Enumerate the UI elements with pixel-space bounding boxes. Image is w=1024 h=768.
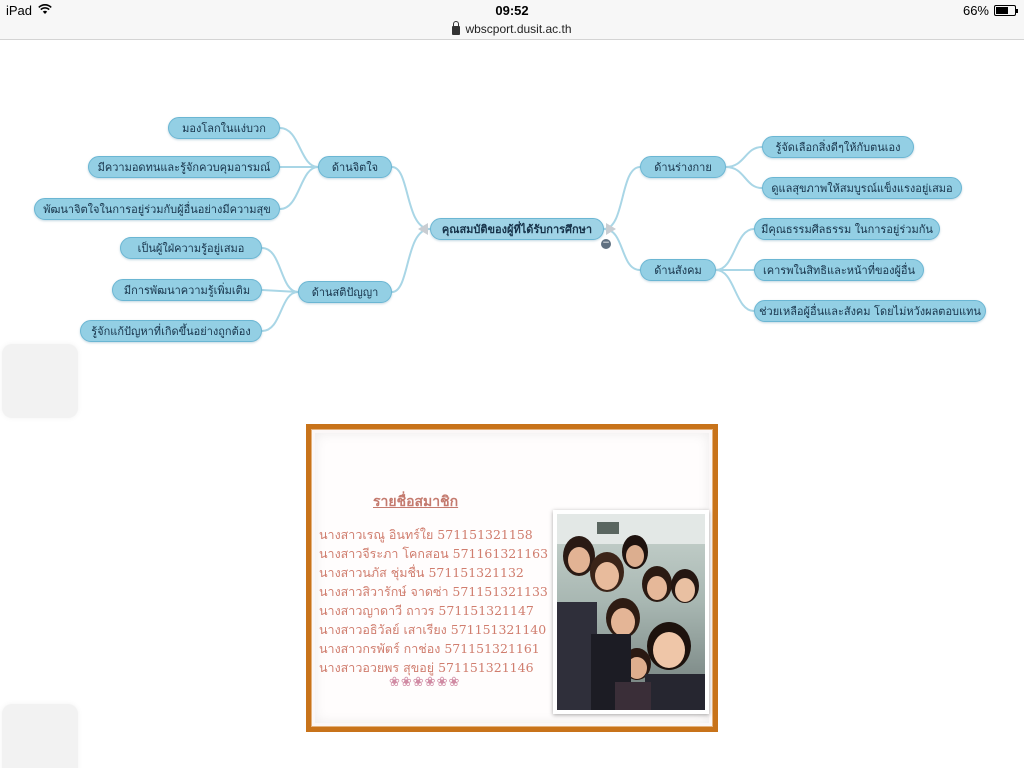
branch-body[interactable]: ด้านร่างกาย <box>640 156 726 178</box>
battery-percent: 66% <box>962 3 989 18</box>
side-thumbnail[interactable] <box>2 704 78 768</box>
leaf-node[interactable]: เป็นผู้ใฝ่ความรู้อยู่เสมอ <box>120 237 262 259</box>
branch-social[interactable]: ด้านสังคม <box>640 259 716 281</box>
mind-map <box>0 100 1024 370</box>
member-item: นางสาวเรณู อินทร์ใย 571151321158 <box>319 527 533 542</box>
leaf-node[interactable]: มองโลกในแง่บวก <box>168 117 280 139</box>
leaf-node[interactable]: มีการพัฒนาความรู้เพิ่มเติม <box>112 279 262 301</box>
leaf-node[interactable]: มีคุณธรรมศีลธรรม ในการอยู่ร่วมกัน <box>754 218 940 240</box>
battery-fill <box>996 7 1008 14</box>
status-right <box>963 3 1016 18</box>
device-name: iPad <box>6 3 33 18</box>
member-item: นางสาวญาดาวี ถาวร 571151321147 <box>319 603 534 618</box>
flower-decoration: ❀❀❀❀❀❀ <box>389 675 461 690</box>
leaf-node[interactable]: พัฒนาจิตใจในการอยู่ร่วมกับผู้อื่นอย่างมีความสุข <box>34 198 280 220</box>
member-item: นางสาวอธิวัลย์ เสาเรียง 571151321140 <box>319 622 547 637</box>
member-list-title: รายชื่อสมาชิก <box>373 494 459 510</box>
collapse-right-icon[interactable] <box>606 223 616 235</box>
leaf-node[interactable]: เคารพในสิทธิและหน้าที่ของผู้อื่น <box>754 259 924 281</box>
member-list <box>319 525 548 677</box>
mind-map-center-node[interactable]: คุณสมบัติของผู้ที่ได้รับการศึกษา <box>430 218 604 240</box>
member-item: นางสาวอวยพร สุขอยู่ 571151321146 <box>319 660 534 675</box>
leaf-node[interactable]: รู้จักแก้ปัญหาที่เกิดขึ้นอย่างถูกต้อง <box>80 320 262 342</box>
member-item: นางสาวจีระภา โคกสอน 571161321163 <box>319 546 549 561</box>
battery-icon <box>994 5 1016 16</box>
collapse-left-icon[interactable] <box>418 223 428 235</box>
minus-icon[interactable]: − <box>602 238 610 248</box>
leaf-node[interactable]: ดูแลสุขภาพให้สมบูรณ์แข็งแรงอยู่เสมอ <box>762 177 962 199</box>
address-bar[interactable] <box>0 18 1024 40</box>
branch-intellect[interactable]: ด้านสติปัญญา <box>298 281 392 303</box>
leaf-node[interactable]: ช่วยเหลือผู้อื่นและสังคม โดยไม่หวังผลตอบแทน <box>754 300 986 322</box>
url-text[interactable]: wbscport.dusit.ac.th <box>465 21 572 36</box>
member-item: นางสาวสิวารักษ์ จาดซ่า 571151321133 <box>319 584 548 599</box>
clock: 09:52 <box>495 3 529 18</box>
leaf-node[interactable]: รู้จัดเลือกสิ่งดีๆให้กับตนเอง <box>762 136 914 158</box>
member-item: นางสาวนภัส ชุ่มชื่น 571151321132 <box>319 565 524 580</box>
group-photo-image <box>557 514 705 710</box>
leaf-node[interactable]: มีความอดทนและรู้จักควบคุมอารมณ์ <box>88 156 280 178</box>
group-photo <box>553 510 709 714</box>
member-item: นางสาวกรพัตร์ กาช่อง 571151321161 <box>319 641 540 656</box>
member-card <box>306 424 718 732</box>
branch-mind[interactable]: ด้านจิตใจ <box>318 156 392 178</box>
lock-icon <box>452 26 460 35</box>
